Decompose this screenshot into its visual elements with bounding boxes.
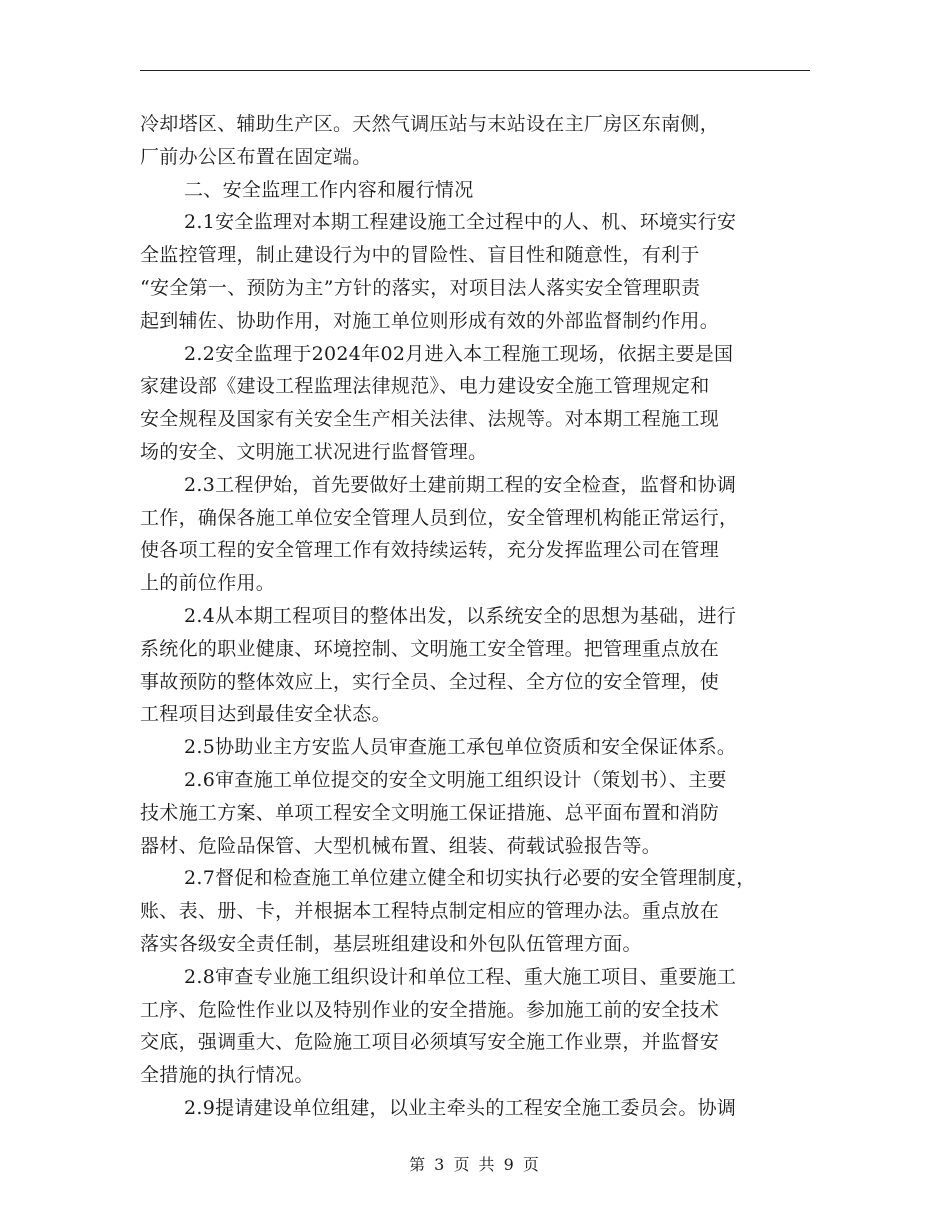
paragraph-line: 起到辅佐、协助作用，对施工单位则形成有效的外部监督制约作用。 [140,309,720,332]
paragraph-line: 家建设部《建设工程监理法律规范》、电力建设安全施工管理规定和 [140,375,710,398]
paragraph-first-line: 2.4从本期工程项目的整体出发，以系统安全的思想为基础，进行 [184,604,737,627]
paragraph-line: 工程项目达到最佳安全状态。 [140,703,391,726]
paragraph-line: 安全规程及国家有关安全生产相关法律、法规等。对本期工程施工现 [140,408,720,431]
paragraph-first-line: 2.3工程伊始，首先要做好土建前期工程的安全检查，监督和协调 [184,473,737,496]
paragraph-line: 系统化的职业健康、环境控制、文明施工安全管理。把管理重点放在 [140,637,720,660]
paragraph-line: 交底，强调重大、危险施工项目必须填写安全施工作业票，并监督安 [140,1031,720,1054]
paragraph-line: “安全第一、预防为主”方针的落实，对项目法人落实安全管理职责 [140,276,701,299]
paragraph-line: 工作，确保各施工单位安全管理人员到位，安全管理机构能正常运行， [140,506,739,529]
paragraph-line: 器材、危险品保管、大型机械布置、组装、荷载试验报告等。 [140,834,662,857]
header-rule [140,70,810,71]
paragraph-first-line: 2.9提请建设单位组建，以业主牵头的工程安全施工委员会。协调 [184,1096,737,1119]
paragraph-first-line: 2.6审查施工单位提交的安全文明施工组织设计（策划书）、主要 [184,768,727,791]
paragraph-first-line: 2.2安全监理于2024年02月进入本工程施工现场，依据主要是国 [184,342,734,365]
paragraph-line: 事故预防的整体效应上，实行全员、全过程、全方位的安全管理，使 [140,670,720,693]
document-body [140,108,830,1125]
paragraph-line: 上的前位作用。 [140,572,276,595]
paragraph-first-line: 2.7督促和检查施工单位建立健全和切实执行必要的安全管理制度， [184,867,756,890]
paragraph-line: 账、表、册、卡，并根据本工程特点制定相应的管理办法。重点放在 [140,900,720,923]
paragraph-line: 场的安全、文明施工状况进行监督管理。 [140,440,488,463]
paragraph-line: 技术施工方案、单项工程安全文明施工保证措施、总平面布置和消防 [140,801,720,824]
paragraph-first-line: 2.8审查专业施工组织设计和单位工程、重大施工项目、重要施工 [184,965,737,988]
paragraph-line: 落实各级安全责任制，基层班组建设和外包队伍管理方面。 [140,932,642,955]
paragraph-line: 全措施的执行情况。 [140,1064,314,1087]
paragraph-first-line: 二、安全监理工作内容和履行情况 [184,178,474,201]
paragraph-first-line: 2.5协助业主方安监人员审查施工承包单位资质和安全保证体系。 [184,736,737,759]
paragraph-first-line: 2.1安全监理对本期工程建设施工全过程中的人、机、环境实行安 [184,211,737,234]
paragraph-line: 冷却塔区、辅助生产区。天然气调压站与末站设在主厂房区东南侧， [140,113,720,135]
paragraph-line: 厂前办公区布置在固定端。 [140,145,372,168]
paragraph-line: 工序、危险性作业以及特别作业的安全措施。参加施工前的安全技术 [140,998,720,1021]
page-number: 第 3 页 共 9 页 [409,1155,541,1174]
paragraph-line: 使各项工程的安全管理工作有效持续运转，充分发挥监理公司在管理 [140,539,720,562]
paragraph-line: 全监控管理，制止建设行为中的冒险性、盲目性和随意性，有利于 [140,244,700,267]
